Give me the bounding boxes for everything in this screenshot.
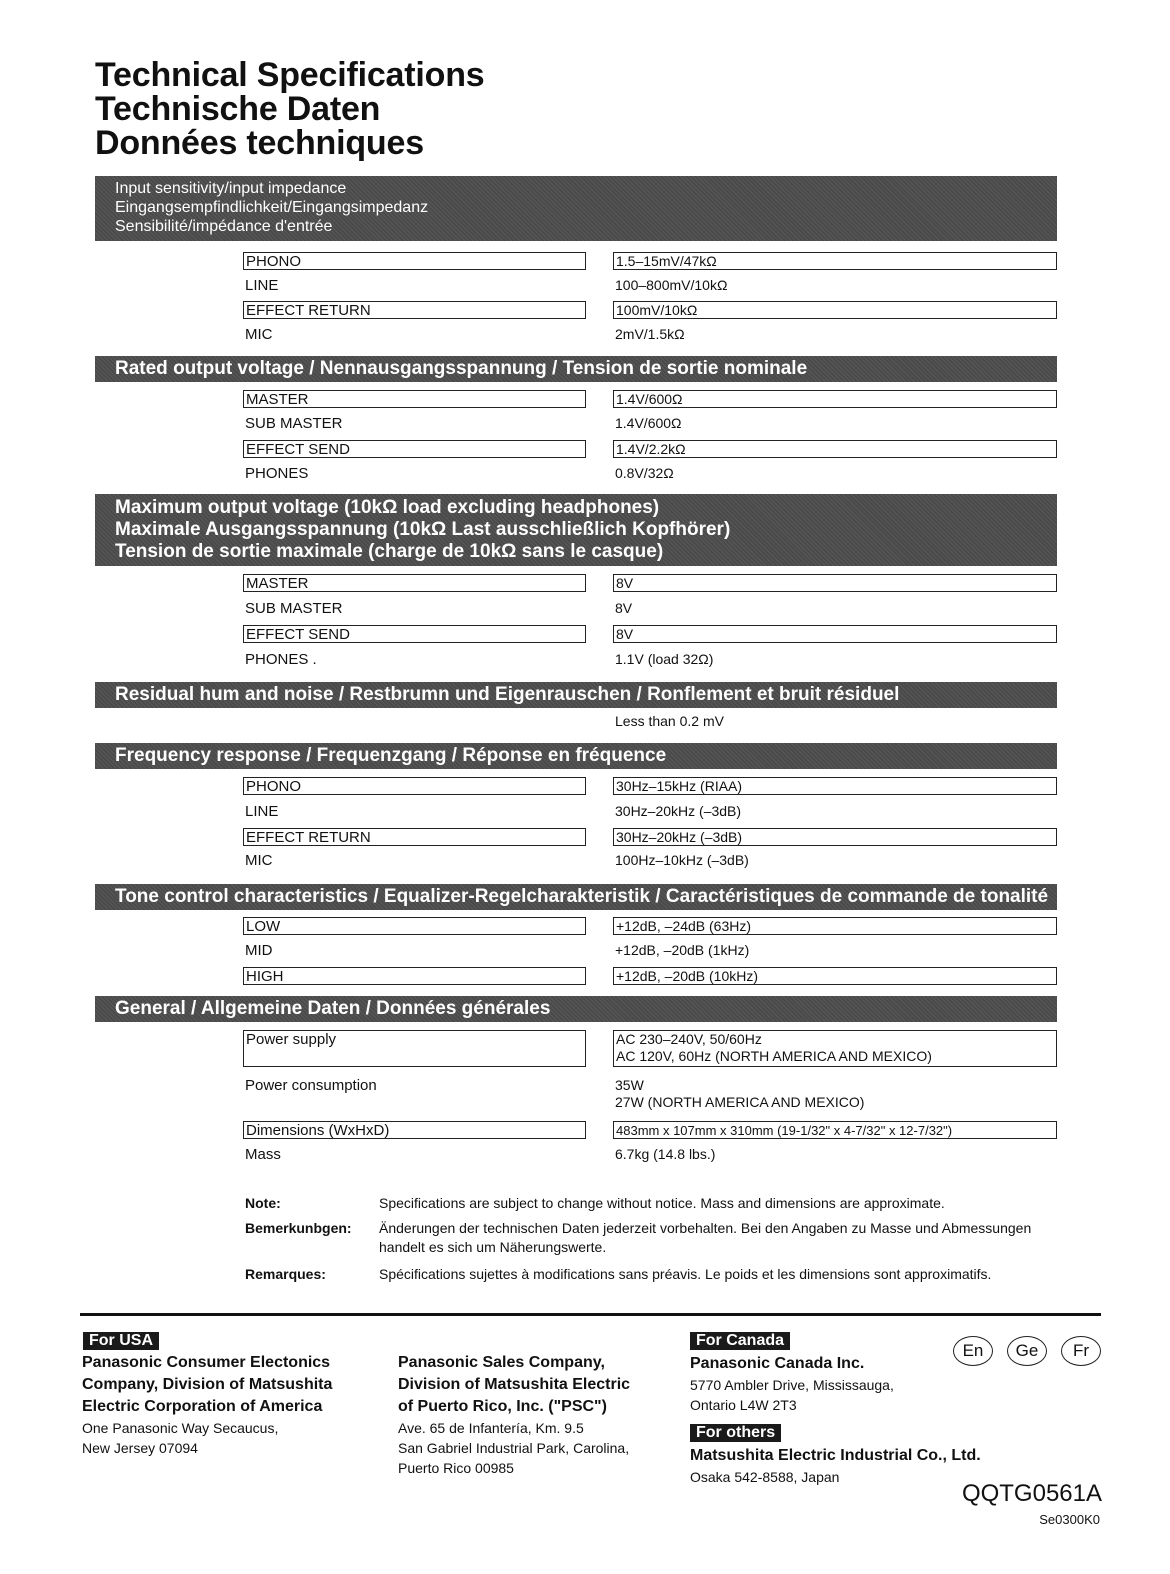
spec-value: Less than 0.2 mV [615,713,724,729]
for-others-tag: For others [690,1424,781,1442]
spec-value [613,1077,1057,1114]
spec-label: EFFECT SEND [243,440,586,458]
spec-label: MASTER [243,390,586,408]
spec-row [0,574,1170,596]
spec-row [0,917,1170,939]
spec-label: MASTER [243,574,586,592]
company-name-line: Company, Division of Matsushita [82,1376,333,1393]
language-ge-badge: Ge [1007,1336,1047,1366]
note-key: Remarques: [245,1266,326,1282]
spec-row [0,625,1170,647]
spec-value: 1.4V/2.2kΩ [613,440,1057,458]
title-en: Technical Specifications [95,56,485,94]
note-text: Spécifications sujettes à modifications sans préavis. Le poids et les dimensions sont approximatifs. [379,1266,992,1282]
usa-address [82,1352,332,1458]
spec-label: MID [245,942,273,959]
footer-divider [80,1313,1101,1316]
spec-label: Mass [245,1146,281,1163]
for-usa-tag: For USA [83,1332,159,1350]
spec-row [0,1077,1170,1117]
spec-row [0,440,1170,462]
spec-value: 1.1V (load 32Ω) [615,651,714,667]
spec-label: Power consumption [245,1077,377,1094]
company-name-line: Panasonic Sales Company, [398,1354,605,1371]
spec-row [0,326,1170,348]
spec-row [0,465,1170,487]
spec-value-line: 27W (NORTH AMERICA AND MEXICO) [615,1094,865,1110]
spec-value: 1.5–15mV/47kΩ [613,252,1057,270]
spec-row [0,651,1170,673]
spec-value: 1.4V/600Ω [613,390,1057,408]
section-header-rated [95,356,1057,382]
spec-value: 30Hz–20kHz (–3dB) [613,828,1057,846]
canada-address [690,1353,894,1415]
section-header-general [95,996,1057,1022]
spec-label: HIGH [243,967,586,985]
section-header-input [95,176,1057,241]
company-name-line: Division of Matsushita Electric [398,1376,631,1393]
spec-row [0,1030,1170,1070]
note-key: Note: [245,1195,281,1211]
section-header-residual [95,682,1057,708]
spec-row [0,301,1170,323]
spec-value: 8V [613,574,1057,592]
spec-row [0,1121,1170,1143]
section-header-line: Tension de sortie maximale (charge de 10kΩ sans le casque) [115,541,664,562]
company-name-line: Panasonic Consumer Electonics [82,1354,331,1371]
spec-label: PHONO [243,777,586,795]
spec-value-line: AC 230–240V, 50/60Hz [616,1031,762,1047]
page-titles [95,58,484,160]
spec-value: 1.4V/600Ω [615,415,682,431]
company-name-line: of Puerto Rico, Inc. ("PSC") [398,1398,607,1415]
spec-row [0,600,1170,622]
section-header-frequency [95,743,1057,769]
spec-row [0,828,1170,850]
for-canada-tag: For Canada [690,1332,790,1350]
spec-label: SUB MASTER [245,415,343,432]
language-en-badge: En [953,1336,993,1366]
spec-value: 8V [613,625,1057,643]
spec-label: PHONO [243,252,586,270]
spec-label: EFFECT SEND [243,625,586,643]
document-subcode: Se0300K0 [1039,1512,1100,1527]
spec-value: 100–800mV/10kΩ [615,277,728,293]
spec-label: Power supply [243,1030,586,1067]
spec-label: EFFECT RETURN [243,828,586,846]
spec-label: PHONES . [245,651,317,668]
section-header-line: General / Allgemeine Daten / Données générales [115,998,551,1019]
section-header-line: Eingangsempfindlichkeit/Eingangsimpedanz [115,199,429,216]
spec-label: SUB MASTER [245,600,343,617]
section-header-line: Rated output voltage / Nennausgangsspannung / Tension de sortie nominale [115,358,808,379]
spec-value: 30Hz–20kHz (–3dB) [615,803,742,819]
address-line: Ontario L4W 2T3 [690,1397,797,1413]
spec-value: 8V [615,600,633,616]
address-line: New Jersey 07094 [82,1440,198,1456]
company-name-line: Electric Corporation of America [82,1398,323,1415]
spec-row [0,252,1170,274]
note-text: Änderungen der technischen Daten jederzeit vorbehalten. Bei den Angaben zu Masse und Abmessungen handelt es sich um Näherungswerte. [379,1220,1032,1255]
spec-row [0,942,1170,964]
spec-label: PHONES [245,465,309,482]
spec-value: 6.7kg (14.8 lbs.) [615,1146,716,1162]
note-text: Specifications are subject to change without notice. Mass and dimensions are approximate. [379,1195,945,1211]
spec-value [613,1030,1057,1067]
spec-value: +12dB, –20dB (1kHz) [615,942,750,958]
title-fr: Données techniques [95,124,424,162]
spec-value: 2mV/1.5kΩ [615,326,685,342]
spec-label: EFFECT RETURN [243,301,586,319]
spec-label: MIC [245,326,273,343]
section-header-line: Sensibilité/impédance d'entrée [115,218,333,235]
title-de: Technische Daten [95,90,381,128]
section-header-line: Input sensitivity/input impedance [115,180,347,197]
company-name-line: Matsushita Electric Industrial Co., Ltd. [690,1447,981,1464]
spec-row [0,713,1170,735]
spec-value: 100Hz–10kHz (–3dB) [615,852,749,868]
address-line: Puerto Rico 00985 [398,1460,514,1476]
address-line: 5770 Ambler Drive, Mississauga, [690,1377,894,1393]
spec-value-line: AC 120V, 60Hz (NORTH AMERICA AND MEXICO) [616,1048,932,1064]
spec-value: 100mV/10kΩ [613,301,1057,319]
section-header-line: Residual hum and noise / Restbrumn und Eigenrauschen / Ronflement et bruit résiduel [115,684,900,705]
note-key: Bemerkunbgen: [245,1220,352,1236]
spec-label: Dimensions (WxHxD) [243,1121,586,1139]
spec-row [0,852,1170,874]
spec-label: MIC [245,852,273,869]
spec-row [0,967,1170,989]
spec-value: +12dB, –24dB (63Hz) [613,917,1057,935]
spec-row [0,390,1170,412]
document-code: QQTG0561A [961,1480,1102,1507]
address-line: San Gabriel Industrial Park, Carolina, [398,1440,630,1456]
section-header-line: Maximale Ausgangsspannung (10kΩ Last ausschließlich Kopfhörer) [115,519,731,540]
section-header-line: Tone control characteristics / Equalizer-Regelcharakteristik / Caractéristiques de commande de tonalité [115,886,1049,907]
section-header-line: Maximum output voltage (10kΩ load excluding headphones) [115,497,660,518]
spec-row [0,803,1170,825]
address-line: Osaka 542-8588, Japan [690,1469,840,1485]
language-fr-badge: Fr [1061,1336,1101,1366]
spec-value: +12dB, –20dB (10kHz) [613,967,1057,985]
pr-address [398,1352,630,1478]
spec-label: LOW [243,917,586,935]
company-name-line: Panasonic Canada Inc. [690,1355,865,1372]
section-header-maximum [95,494,1057,566]
address-line: Ave. 65 de Infantería, Km. 9.5 [398,1420,584,1436]
spec-value: 483mm x 107mm x 310mm (19-1/32" x 4-7/32" x 12-7/32") [613,1121,1057,1139]
spec-label: LINE [245,803,279,820]
spec-row [0,777,1170,799]
spec-row [0,1146,1170,1168]
section-header-line: Frequency response / Frequenzgang / Réponse en fréquence [115,745,667,766]
address-line: One Panasonic Way Secaucus, [82,1420,279,1436]
spec-value: 0.8V/32Ω [615,465,674,481]
spec-value-line: 35W [615,1077,644,1093]
spec-value: 30Hz–15kHz (RIAA) [613,777,1057,795]
section-header-tone [95,884,1057,910]
others-address [690,1445,981,1487]
spec-row [0,277,1170,299]
spec-row [0,415,1170,437]
spec-label: LINE [245,277,279,294]
